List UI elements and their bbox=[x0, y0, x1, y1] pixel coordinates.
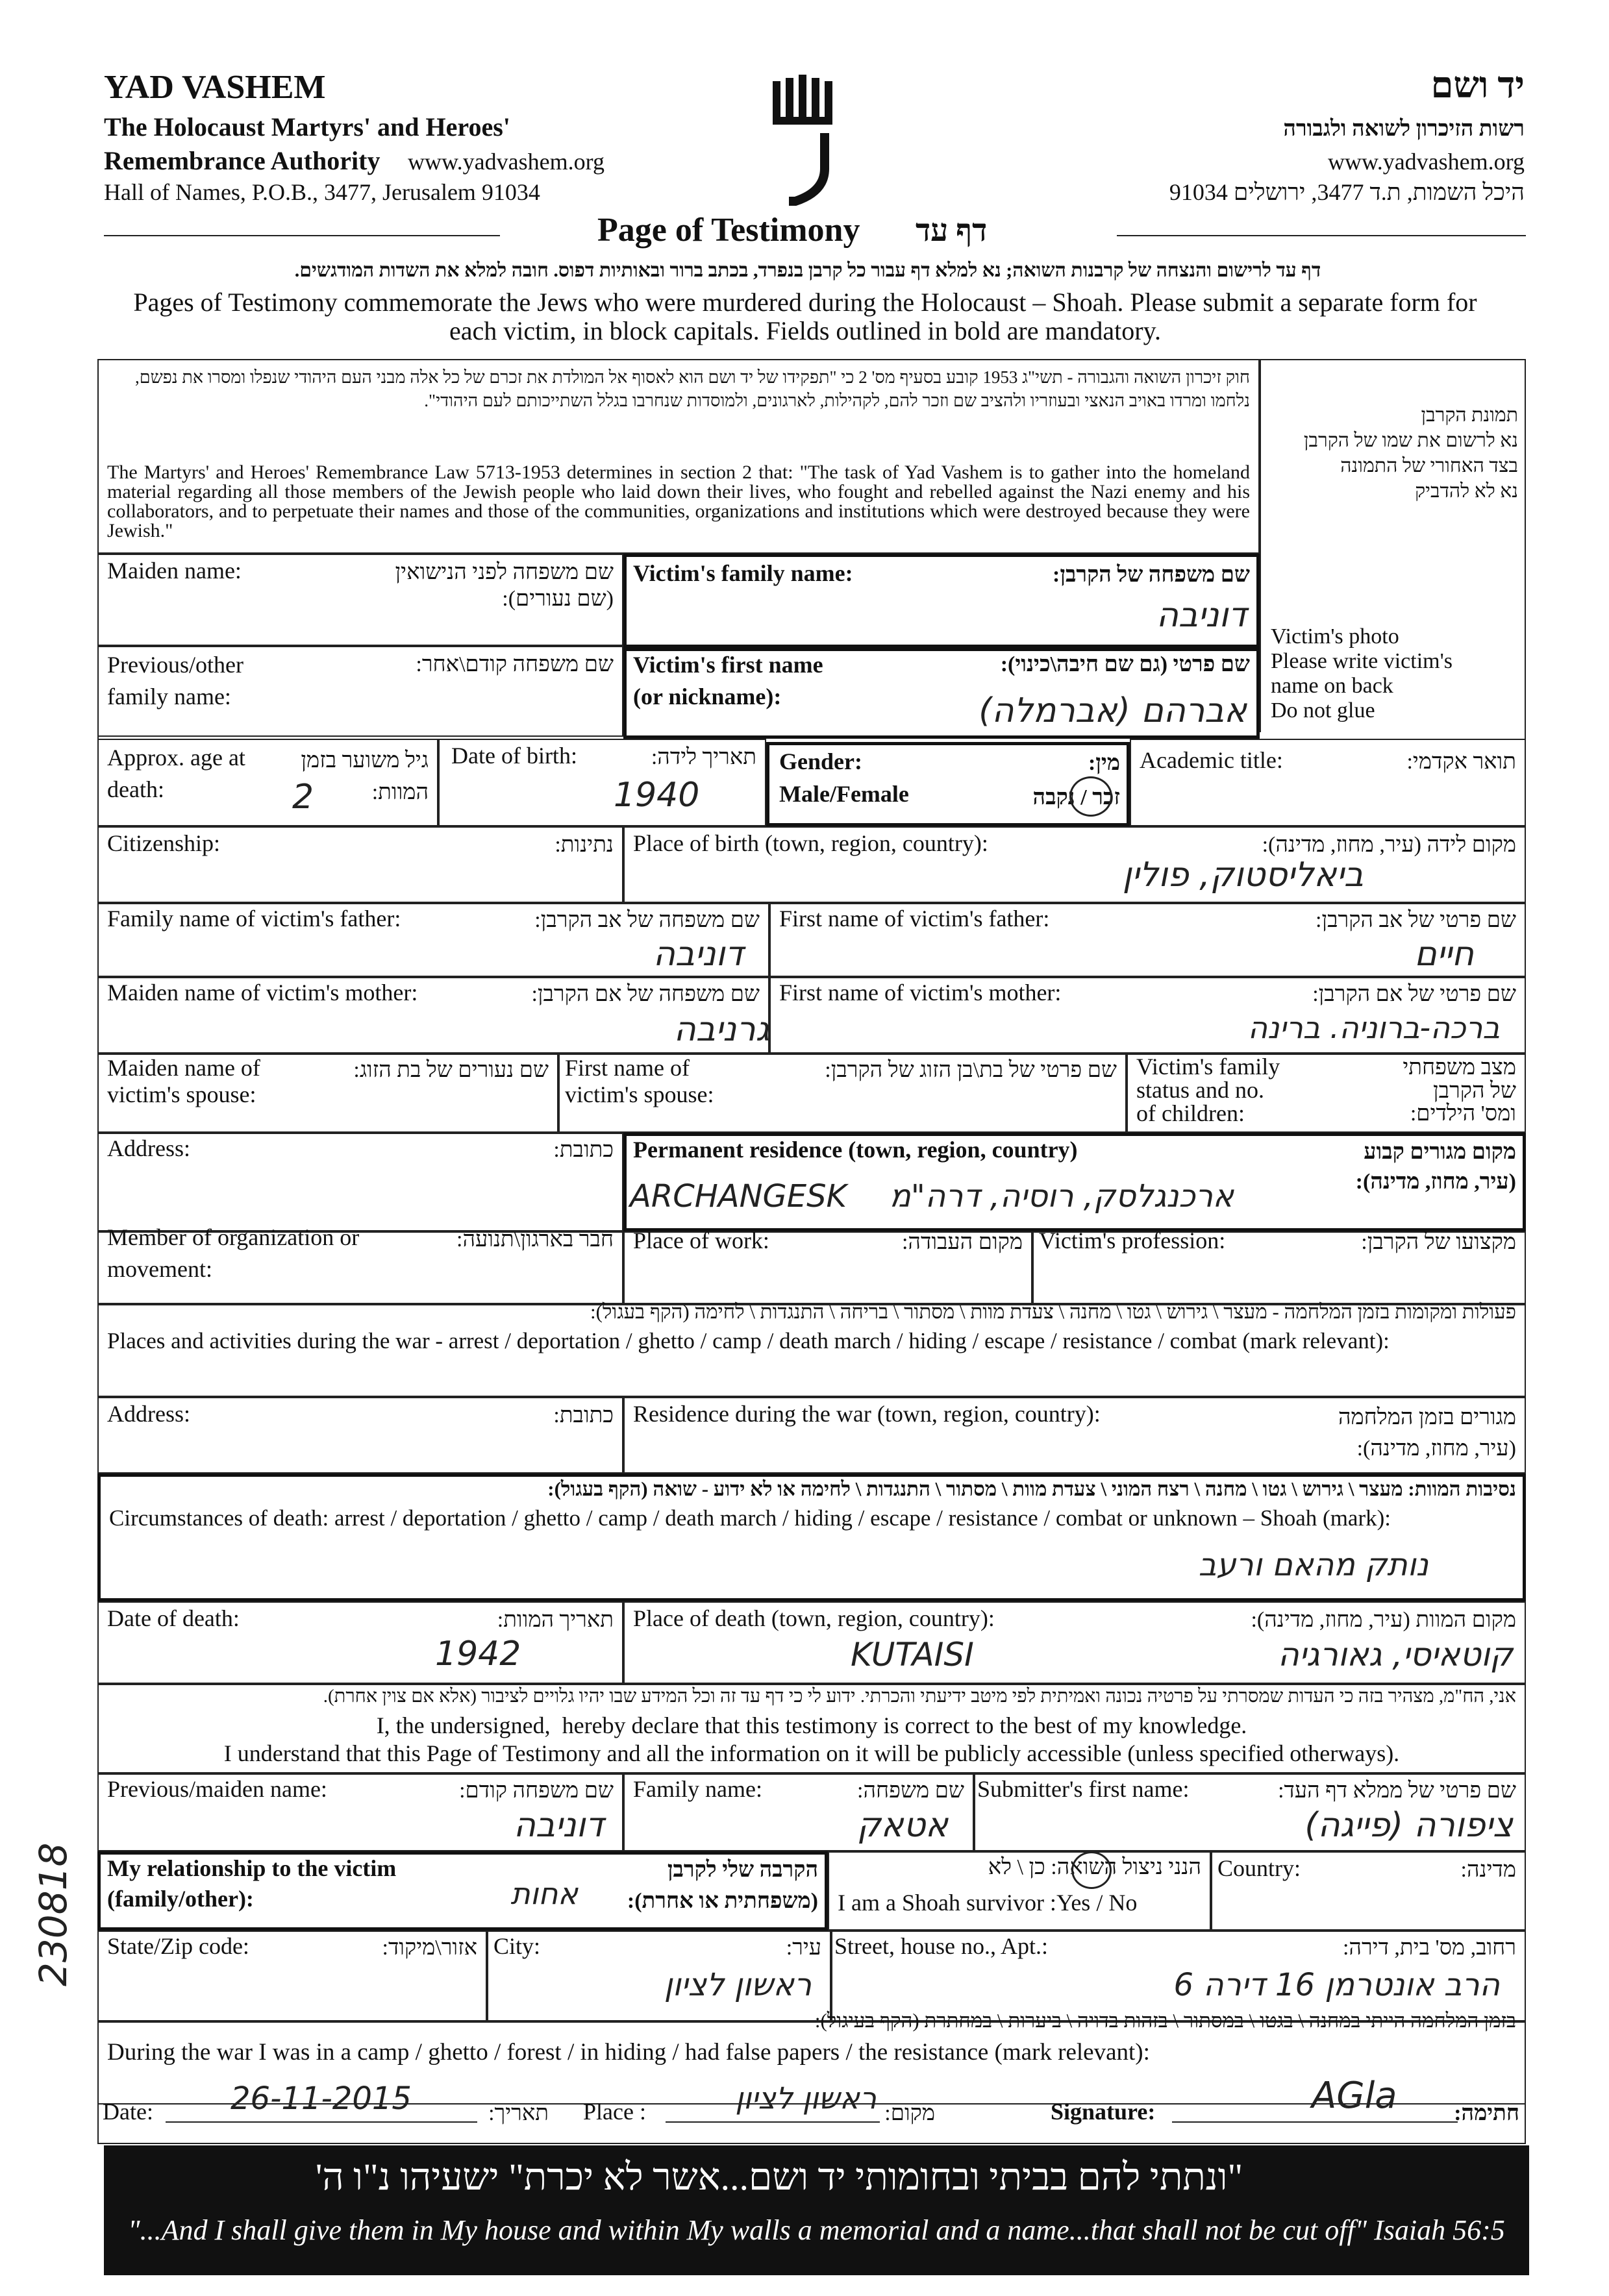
dob-label: Date of birth: bbox=[451, 743, 577, 769]
mother-maiden-label-he: שם משפחה של אם הקרבן: bbox=[531, 982, 760, 1006]
title-rule-left bbox=[104, 235, 500, 236]
spouse-first-label: First name of victim's spouse: bbox=[565, 1055, 714, 1108]
footer-quote-en: "...And I shall give them in My house and within My walls a memorial and a name...that shall not be cut off" Isaiah 56:5 bbox=[128, 2214, 1505, 2246]
workplace-label-he: מקום העבודה: bbox=[901, 1230, 1023, 1254]
citizenship-label-he: נתינות: bbox=[555, 833, 614, 857]
maiden-name-label: Maiden name: bbox=[107, 558, 242, 584]
age-value: 2 bbox=[292, 778, 314, 817]
deathplace-value-en: KUTAISI bbox=[851, 1636, 974, 1673]
father-family-label: Family name of victim's father: bbox=[107, 906, 401, 932]
survivor-label-he: הנני ניצול השואה: כן \ לא bbox=[988, 1855, 1201, 1879]
relationship-value: אחות bbox=[510, 1876, 578, 1911]
city-value: ראשון לציון bbox=[664, 1967, 812, 2003]
residence-label-he: מקום מגורים קבוע (עיר, מחוז, מדינה): bbox=[1355, 1140, 1516, 1194]
father-first-label: First name of victim's father: bbox=[779, 906, 1050, 932]
intro-he: דף עד לרישום והנצחה של קרבנות השואה; נא למלא דף עבור כל קרבן בנפרד, בכתב ברור ובאותיות דפוס. חובה למלא את השדות המודגשים. bbox=[294, 260, 1321, 281]
deathplace-label: Place of death (town, region, country): bbox=[633, 1605, 995, 1631]
gender-male-circle bbox=[1069, 776, 1112, 817]
family-status-label: Victim's family status and no. of children: bbox=[1136, 1054, 1280, 1126]
residence-label: Permanent residence (town, region, country) bbox=[633, 1137, 1078, 1163]
org-url-he: www.yadvashem.org bbox=[1328, 149, 1525, 175]
place-label: Place : bbox=[583, 2099, 646, 2125]
organization-label: Member of organization or movement: bbox=[107, 1224, 360, 1282]
signature-label-he: חתימה: bbox=[1454, 2101, 1519, 2125]
survivor-label: I am a Shoah survivor :Yes / No bbox=[838, 1890, 1138, 1916]
dod-label: Date of death: bbox=[107, 1605, 240, 1631]
org-address-he: היכל השמות, ת.ד 3477, ירושלים 91034 bbox=[1169, 179, 1525, 205]
city-label: City: bbox=[493, 1933, 541, 1959]
first-name-label-he: שם פרטי (גם שם חיבה\כינוי): bbox=[1000, 652, 1250, 676]
org-url: www.yadvashem.org bbox=[408, 149, 605, 175]
page-title: Page of Testimony bbox=[597, 212, 860, 249]
family-name-label: Victim's family name: bbox=[633, 560, 853, 586]
war-location-label-he: בזמן המלחמה הייתי במחנה \ בגטו \ במסתור \ בזהות בדויה \ ביערות \ במחתרת (הקף בעיגול): bbox=[814, 2009, 1516, 2032]
father-first-label-he: שם פרטי של אב הקרבן: bbox=[1316, 908, 1516, 932]
mother-maiden-value: גרניבה bbox=[673, 1010, 769, 1049]
date-line bbox=[166, 2121, 477, 2123]
father-first-value: חיים bbox=[1414, 935, 1474, 974]
zip-label-he: אזור\מיקוד: bbox=[382, 1936, 477, 1960]
spouse-first-label-he: שם פרטי של בת\בן הזוג של הקרבן: bbox=[825, 1058, 1117, 1082]
profession-label-he: מקצועו של הקרבן: bbox=[1361, 1230, 1516, 1254]
declaration-he: אני, הח"מ, מצהיר בזה כי העדות שמסרתי על פרטיה נכונה ואמיתית לפי מיטב ידיעתי והכרתי. ידוע לי כי דף עד זה וכל המידע שבו יהיו גלויים לציבור (אלא אם צוין אחרת). bbox=[323, 1686, 1516, 1707]
academic-label: Academic title: bbox=[1140, 747, 1283, 773]
submitter-prev-label: Previous/maiden name: bbox=[107, 1776, 327, 1802]
gender-label: Gender: Male/Female bbox=[779, 748, 909, 808]
address-label-he: כתובת: bbox=[553, 1138, 614, 1162]
date-label-he: תאריך: bbox=[488, 2101, 549, 2125]
father-family-value: דוניבה bbox=[653, 935, 743, 974]
gender-label-he: מין: זכר / נקבה bbox=[1032, 751, 1120, 809]
family-name-label-he: שם משפחה של הקרבן: bbox=[1053, 563, 1250, 587]
org-subtitle-he: רשות הזיכרון לשואה ולגבורה bbox=[1283, 117, 1525, 141]
previous-name-label: Previous/other family name: bbox=[107, 652, 243, 710]
date-value: 26-11-2015 bbox=[231, 2080, 412, 2117]
survivor-yes-circle bbox=[1071, 1851, 1112, 1889]
workplace-label: Place of work: bbox=[633, 1228, 769, 1253]
profession-label: Victim's profession: bbox=[1039, 1228, 1226, 1253]
maiden-name-label-he: שם משפחה לפני הנישואין (שם נעורים): bbox=[395, 560, 614, 611]
org-name-he: יד ושם bbox=[1430, 66, 1525, 106]
street-label: Street, house no., Apt.: bbox=[834, 1933, 1048, 1959]
activities-label: Places and activities during the war - arrest / deportation / ghetto / camp / death march / hiding / escape / resistance / combat (mark relevant): bbox=[107, 1328, 1390, 1353]
family-status-label-he: מצב משפחתי של הקרבן ומס' הילדים: bbox=[1403, 1055, 1516, 1126]
declaration-en-2: I understand that this Page of Testimony and all the information on it will be publicly accessible (unless specified otherways). bbox=[223, 1740, 1400, 1766]
title-rule-right bbox=[1117, 235, 1526, 236]
law-text-he: חוק זיכרון השואה והגבורה - תשי"ג 1953 קובע בסעיף מס' 2 כי "תפקידו של יד ושם הוא לאסוף אל המולדת את זכרם של כל אלה מבני העם היהודי שנפלו ומסרו את נפשם, נלחמו ומרדו באויב הנאצי ובעוזריו ולהציב שם וזכר להם, לקהילות, לארגונים, ולמוסדות שנחרבו בגלל השתייכותם לעם היהודי". bbox=[134, 367, 1250, 411]
submitter-family-value: אטאק bbox=[856, 1806, 948, 1845]
relationship-label-he: הקרבה שלי לקרבן (משפחתית או אחרת): bbox=[627, 1858, 818, 1913]
war-address-label-he: כתובת: bbox=[553, 1403, 614, 1427]
mother-maiden-label: Maiden name of victim's mother: bbox=[107, 980, 418, 1006]
relationship-label: My relationship to the victim (family/other): bbox=[107, 1855, 397, 1912]
signature-line bbox=[1172, 2121, 1458, 2123]
circumstances-value: נותק מהאם ורעב bbox=[1198, 1547, 1428, 1583]
submitter-first-value: ציפורה (פייגה) bbox=[1304, 1806, 1513, 1845]
org-subtitle-2: Remembrance Authority bbox=[104, 146, 380, 175]
org-name-en: YAD VASHEM bbox=[104, 69, 326, 106]
residence-value-he: ארכנגלסק, רוסיה, דרה"מ bbox=[890, 1178, 1234, 1215]
submitter-prev-label-he: שם משפחה קודם: bbox=[459, 1779, 614, 1803]
photo-divider bbox=[1260, 359, 1261, 732]
photo-note-he: תמונת הקרבן נא לרשום את שמו של הקרבן בצד האחורי של התמונה נא לא להדביק bbox=[1303, 404, 1518, 502]
place-label-he: מקום: bbox=[884, 2101, 935, 2125]
submitter-first-label: Submitter's first name: bbox=[977, 1776, 1190, 1802]
org-address: Hall of Names, P.O.B., 3477, Jerusalem 91034 bbox=[104, 179, 540, 205]
circumstances-label: Circumstances of death: arrest / deportation / ghetto / camp / death march / hiding / escape / resistance / combat or unknown – Shoah (mark): bbox=[109, 1505, 1391, 1531]
dob-value: 1940 bbox=[614, 776, 700, 815]
academic-label-he: תואר אקדמי: bbox=[1406, 750, 1516, 774]
birthplace-label-he: מקום לידה (עיר, מחוז, מדינה): bbox=[1262, 833, 1516, 857]
deathplace-value-he: קוטאיסי, גאורגיה bbox=[1278, 1636, 1513, 1673]
war-location-label: During the war I was in a camp / ghetto / forest / in hiding / had false papers / the resistance (mark relevant): bbox=[107, 2039, 1150, 2066]
spouse-maiden-label: Maiden name of victim's spouse: bbox=[107, 1055, 260, 1108]
intro-en-2: each victim, in block capitals. Fields outlined in bold are mandatory. bbox=[449, 316, 1161, 345]
law-text-en: The Martyrs' and Heroes' Remembrance Law 5713-1953 determines in section 2 that: "The task of Yad Vashem is to gather into the homeland material regarding all those members of the Jewish people who laid down their lives, who fought and rebelled against the Nazi enemy and his collaborators, and to perpetuate their names and those of the communities, organizations and institutions which were destroyed because they were Jewish." bbox=[107, 462, 1250, 541]
yad-vashem-logo-icon bbox=[769, 71, 844, 208]
submitter-first-label-he: שם פרטי של ממלא דף העד: bbox=[1278, 1779, 1516, 1803]
deathplace-label-he: מקום המוות (עיר, מחוז, מדינה): bbox=[1251, 1608, 1516, 1632]
circumstances-label-he: נסיבות המוות: מעצר \ גירוש \ גטו \ מחנה \ רצח המוני \ צעדת מוות \ מסתור \ התנגדות \ לחימה או לא ידוע - שואה (הקף בעגול): bbox=[547, 1477, 1516, 1500]
footer-quote-he: "ונתתי להם בביתי ובחומותי יד ושם...אשר לא יכרת" ישעיהו נ"ו ה' bbox=[315, 2156, 1243, 2198]
signature-value: AGla bbox=[1312, 2075, 1397, 2117]
dod-value: 1942 bbox=[435, 1635, 521, 1673]
war-residence-label: Residence during the war (town, region, country): bbox=[633, 1401, 1101, 1427]
dod-label-he: תאריך המוות: bbox=[497, 1608, 614, 1632]
place-value: ראשון לציון bbox=[735, 2080, 877, 2116]
street-value: הרב אונטרמן 16 דירה 6 bbox=[1173, 1967, 1500, 2003]
dob-label-he: תאריך לידה: bbox=[651, 745, 756, 769]
photo-note-en: Victim's photo Please write victim's name on back Do not glue bbox=[1271, 624, 1453, 723]
declaration-en-1: I, the undersigned, hereby declare that this testimony is correct to the best of my knowledge. bbox=[376, 1712, 1247, 1738]
zip-label: State/Zip code: bbox=[107, 1933, 249, 1959]
side-number: 230818 bbox=[31, 1842, 75, 1986]
country-label-he: מדינה: bbox=[1460, 1858, 1516, 1882]
address-label: Address: bbox=[107, 1135, 190, 1161]
intro-en-1: Pages of Testimony commemorate the Jews who were murdered during the Holocaust – Shoah. Please submit a separate form for bbox=[133, 288, 1477, 317]
country-label: Country: bbox=[1217, 1855, 1301, 1881]
first-name-label: Victim's first name (or nickname): bbox=[633, 652, 823, 710]
family-name-value: דוניבה bbox=[1156, 596, 1247, 635]
birthplace-value: ביאליסטוק, פולין bbox=[1122, 856, 1364, 895]
page-title-he: דף עד bbox=[916, 214, 988, 248]
signature-label: Signature: bbox=[1051, 2099, 1156, 2125]
age-label: Approx. age at death: bbox=[107, 745, 245, 802]
residence-value-en: ARCHANGESK bbox=[630, 1178, 847, 1215]
place-line bbox=[666, 2121, 880, 2123]
previous-name-label-he: שם משפחה קודם\אחר: bbox=[416, 652, 614, 676]
submitter-family-label-he: שם משפחה: bbox=[857, 1779, 964, 1803]
organization-label-he: חבר בארגון\תנועה: bbox=[456, 1228, 614, 1252]
citizenship-label: Citizenship: bbox=[107, 830, 220, 856]
city-label-he: עיר: bbox=[786, 1936, 821, 1960]
mother-first-label: First name of victim's mother: bbox=[779, 980, 1062, 1006]
birthplace-label: Place of birth (town, region, country): bbox=[633, 830, 988, 856]
mother-first-value: ברכה-ברוניה. ברינה bbox=[1248, 1010, 1500, 1045]
activities-label-he: פעולות ומקומות בזמן המלחמה - מעצר \ גירוש \ גטו \ מחנה \ צעדת מוות \ מסתור \ בריחה \ התנגדות \ לחימה (הקף בעגול): bbox=[590, 1300, 1516, 1323]
spouse-maiden-label-he: שם נעורים של בת הזוג: bbox=[353, 1058, 549, 1082]
age-label-he: גיל משוער בזמן המוות: bbox=[301, 748, 429, 805]
war-address-label: Address: bbox=[107, 1401, 190, 1427]
submitter-family-label: Family name: bbox=[633, 1776, 762, 1802]
date-label: Date: bbox=[103, 2099, 153, 2125]
war-residence-label-he: מגורים בזמן המלחמה (עיר, מחוז, מדינה): bbox=[1338, 1405, 1516, 1461]
org-subtitle-1: The Holocaust Martyrs' and Heroes' bbox=[104, 112, 510, 142]
father-family-label-he: שם משפחה של אב הקרבן: bbox=[534, 908, 760, 932]
first-name-value: אברהם (אברמלה) bbox=[979, 691, 1247, 730]
street-label-he: רחוב, מס' בית, דירה: bbox=[1342, 1936, 1516, 1960]
mother-first-label-he: שם פרטי של אם הקרבן: bbox=[1312, 982, 1516, 1006]
submitter-prev-value: דוניבה bbox=[513, 1806, 604, 1845]
